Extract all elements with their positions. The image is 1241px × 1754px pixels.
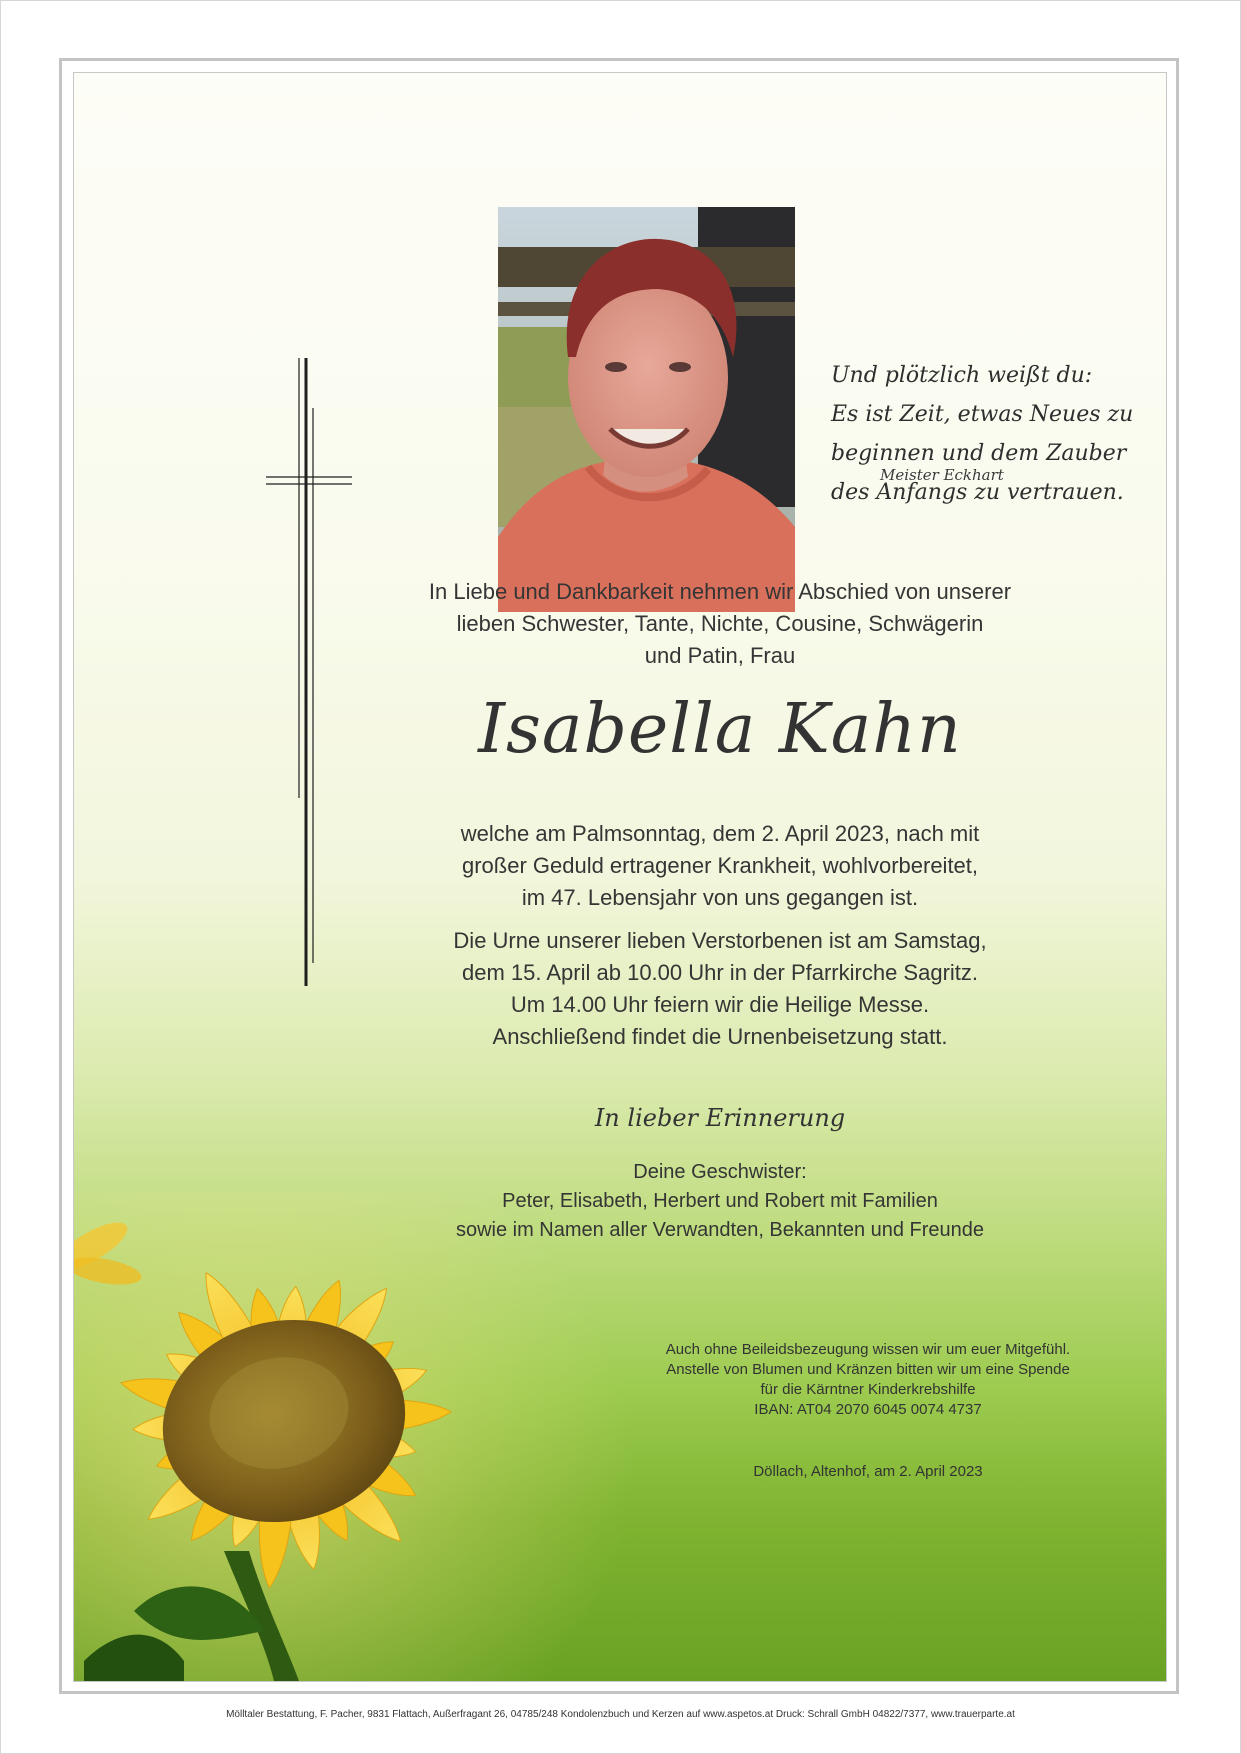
- death-notice-line: großer Geduld ertragener Krankheit, wohlvorbereitet,: [461, 853, 979, 878]
- death-notice-line: im 47. Lebensjahr von uns gegangen ist.: [521, 885, 919, 910]
- family-line: Deine Geschwister:: [633, 1161, 807, 1183]
- place-date: Döllach, Altenhof, am 2. April 2023: [753, 1463, 983, 1480]
- footer-imprint: Mölltaler Bestattung, F. Pacher, 9831 Flattach, Außerfragant 26, 04785/248 Kondolenzbuch und Kerzen auf www.aspetos.at Druck: Schrall GmbH 04822/7377, www.trauerparte.at: [226, 1709, 1015, 1720]
- family-line: Peter, Elisabeth, Herbert und Robert mit Familien: [502, 1190, 938, 1212]
- donation-line: Anstelle von Blumen und Kränzen bitten wir um eine Spende: [666, 1361, 1070, 1378]
- intro-line: und Patin, Frau: [644, 643, 796, 668]
- funeral-line: dem 15. April ab 10.00 Uhr in der Pfarrkirche Sagritz.: [461, 960, 979, 985]
- donation-line: für die Kärntner Kinderkrebshilfe: [760, 1381, 976, 1398]
- death-notice-line: welche am Palmsonntag, dem 2. April 2023, nach mit: [460, 821, 980, 846]
- sunflower-image: [74, 1191, 634, 1681]
- donation-line: Auch ohne Beileidsbezeugung wissen wir um euer Mitgefühl.: [665, 1341, 1071, 1358]
- quote-line: Es ist Zeit, etwas Neues zu: [831, 402, 1134, 427]
- funeral-line: Um 14.00 Uhr feiern wir die Heilige Messe.: [510, 992, 930, 1017]
- funeral-line: Anschließend findet die Urnenbeisetzung statt.: [492, 1024, 948, 1049]
- donation-note: [618, 1340, 1118, 1420]
- memory-heading: In lieber Erinnerung: [594, 1104, 846, 1132]
- cross-icon: [266, 358, 352, 986]
- intro-line: lieben Schwester, Tante, Nichte, Cousine, Schwägerin: [456, 611, 984, 636]
- family-list: [360, 1158, 1080, 1245]
- quote-line: beginnen und dem Zauber: [831, 441, 1127, 466]
- quote-line: des Anfangs zu vertrauen.: [831, 480, 1124, 505]
- funeral-line: Die Urne unserer lieben Verstorbenen ist am Samstag,: [453, 928, 987, 953]
- deceased-name: Isabella Kahn: [478, 690, 962, 769]
- quote: [831, 356, 1134, 512]
- intro-text: [360, 576, 1080, 672]
- family-line: sowie im Namen aller Verwandten, Bekannten und Freunde: [455, 1219, 985, 1241]
- quote-author: Meister Eckhart: [880, 466, 1004, 484]
- funeral-details: [360, 925, 1080, 1053]
- death-notice: [360, 818, 1080, 914]
- portrait-photo: [498, 207, 795, 612]
- donation-iban: IBAN: AT04 2070 6045 0074 4737: [754, 1401, 982, 1418]
- quote-line: Und plötzlich weißt du:: [831, 363, 1093, 388]
- intro-line: In Liebe und Dankbarkeit nehmen wir Abschied von unserer: [428, 579, 1012, 604]
